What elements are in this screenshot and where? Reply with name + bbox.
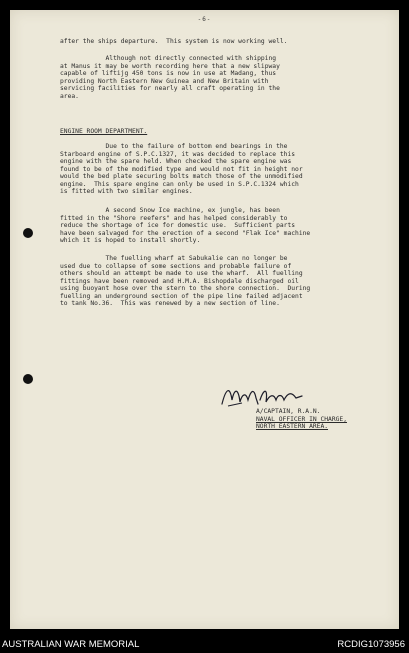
archive-name: AUSTRALIAN WAR MEMORIAL (2, 639, 140, 650)
page-number: -6- (197, 16, 212, 23)
signature-title: NAVAL OFFICER IN CHARGE, (256, 415, 347, 423)
document-page (10, 10, 399, 629)
signature-rank: A/CAPTAIN, R.A.N. (256, 408, 321, 415)
record-id: RCDIG1073956 (337, 639, 405, 650)
signature-area: NORTH EASTERN AREA. (256, 423, 329, 430)
paragraph-system-status: after the ships departure. This system is now working well. (60, 38, 288, 45)
archive-footer (0, 635, 409, 653)
paragraph-ice-machine: A second Snow Ice machine, ex jungle, has been fitted in the "Shore reefers" and has helped considerably to reduce the shortage of ice for domestic use. Sufficient parts have been salvaged for the erection of a second "Flak Ice" machine which it is hoped to install shortly. (60, 207, 311, 244)
signature-block (256, 408, 347, 431)
paragraph-engine-failure: Due to the failure of bottom end bearings in the Starboard engine of S.P.C.1327, it was decided to replace this engine with the spare held. When checked the spare engine was found to be of the modified type and would not fit in height nor would the bed plate securing bolts match those of the unmodified engine. This spare engine can only be used in S.P.C.1324 which is fitted with two similar engines. (60, 143, 303, 195)
handwritten-signature (218, 382, 308, 410)
paragraph-fuelling-wharf: The fuelling wharf at Sabukalie can no longer be used due to collapse of some sections and probable failure of others should an attempt be made to use the wharf. All fuelling fittings have been removed and H.M.A. Bishopdale discharged oil using buoyant hose over the stern to the shore connection. During fuelling an underground section of the pipe line failed adjacent to tank No.36. This was renewed by a new section of line. (60, 255, 311, 307)
punch-hole-lower (23, 374, 33, 384)
punch-hole-upper (23, 228, 33, 238)
paragraph-slipway: Although not directly connected with shipping at Manus it may be worth recording here that a new slipway capable of liftijg 450 tons is now in use at Madang, thus providing North Eastern New Guinea and New Britain with servicing facilities for nearly all craft operating in the area. (60, 55, 280, 100)
section-heading-engine-room: ENGINE ROOM DEPARTMENT. (60, 128, 148, 135)
